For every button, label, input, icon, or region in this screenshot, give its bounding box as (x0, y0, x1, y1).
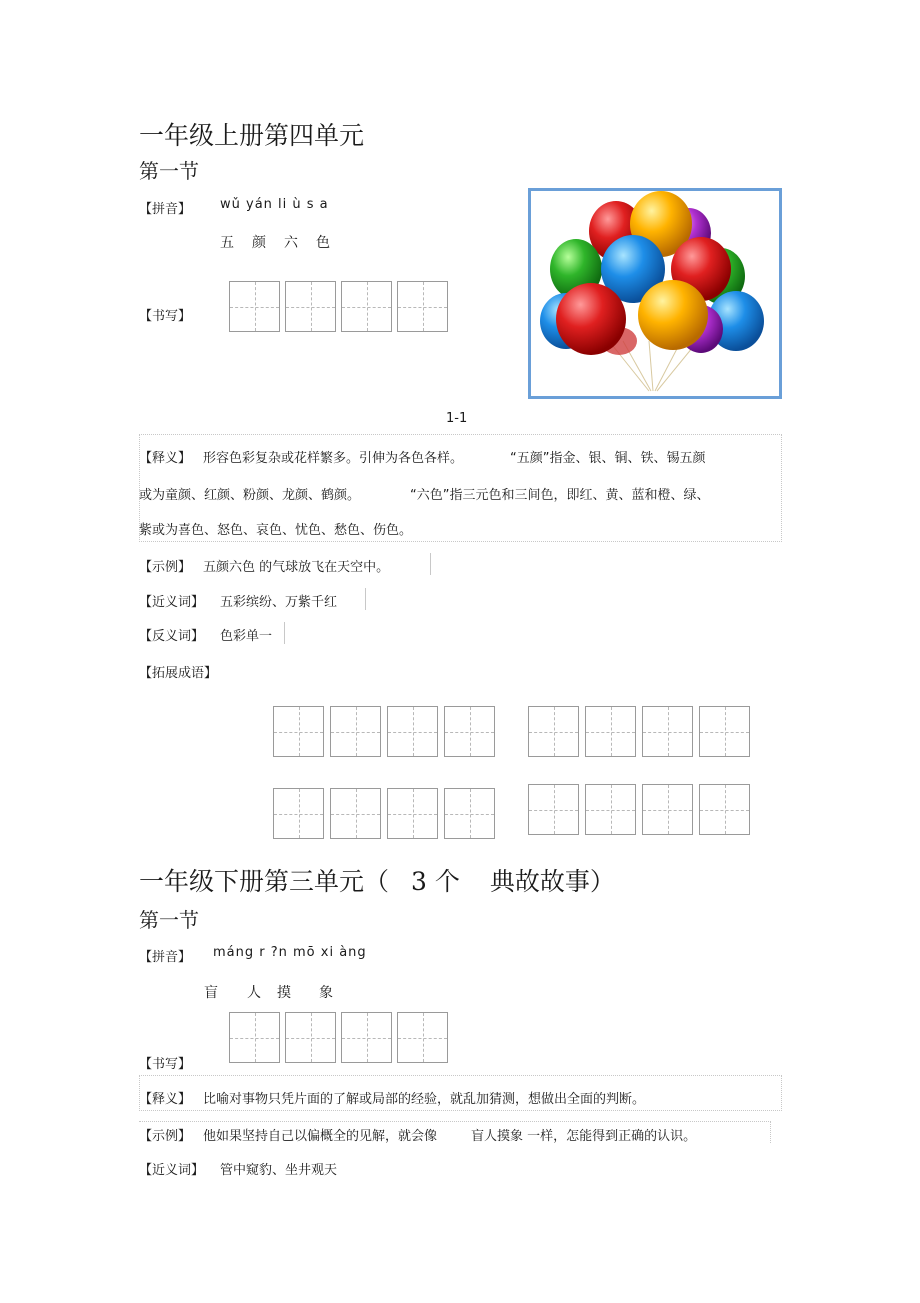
writing-cell[interactable] (397, 281, 448, 332)
meaning-label: 【释义】 (139, 451, 192, 466)
meaning-text: 形容色彩复杂或花样繁多。引伸为各色各样。 (203, 451, 464, 466)
example-label: 【示例】 (139, 1129, 192, 1144)
idiom-char: 人 (247, 985, 261, 1001)
writing-cell[interactable] (229, 281, 280, 332)
writing-cell[interactable] (285, 1012, 336, 1063)
writing-cell[interactable] (585, 706, 636, 757)
extend-grid[interactable] (528, 706, 750, 757)
divider (430, 553, 431, 575)
writing-cell[interactable] (341, 1012, 392, 1063)
section1-subtitle: 第一节 (139, 159, 199, 183)
section2-title (139, 862, 615, 898)
extend-grid[interactable] (273, 788, 495, 839)
writing-cell[interactable] (528, 706, 579, 757)
antonym-text: 色彩单一 (220, 629, 273, 644)
writing-cell[interactable] (330, 706, 381, 757)
example-box (139, 1121, 771, 1143)
meaning-label: 【释义】 (139, 1092, 192, 1107)
writing-cell[interactable] (285, 281, 336, 332)
synonym-label: 【近义词】 (139, 595, 205, 610)
writing-cell[interactable] (387, 706, 438, 757)
meaning-text: 比喻对事物只凭片面的了解或局部的经验，就乱加猜测，想做出全面的判断。 (203, 1092, 646, 1107)
example-text: 五颜六色 的气球放飞在天空中。 (203, 560, 390, 575)
idiom-char: 象 (319, 985, 333, 1001)
meaning-text: “六色”指三元色和三间色，即红、黄、蓝和橙、绿、 (410, 488, 710, 503)
writing-label: 【书写】 (139, 1057, 192, 1072)
meaning-text: “五颜”指金、银、铜、铁、锡五颜 (510, 451, 706, 466)
idiom-characters (204, 982, 339, 1002)
figure-caption: 1-1 (446, 411, 468, 426)
extend-grid[interactable] (528, 784, 750, 835)
writing-cell[interactable] (444, 706, 495, 757)
writing-cell[interactable] (642, 706, 693, 757)
writing-cell[interactable] (444, 788, 495, 839)
idiom-char: 盲 (204, 985, 218, 1001)
writing-cell[interactable] (699, 784, 750, 835)
pinyin-text: máng r ?n mō xi àng (213, 945, 367, 960)
divider (284, 622, 285, 644)
example-text: 他如果坚持自己以偏概全的见解，就会像 (203, 1129, 438, 1144)
section2-title-part: 典故故事） (489, 867, 615, 896)
meaning-text: 或为童颜、红颜、粉颜、龙颜、鹤颜。 (139, 488, 361, 503)
idiom-char: 色 (316, 235, 330, 251)
writing-cell[interactable] (273, 706, 324, 757)
idiom-characters (220, 232, 336, 252)
idiom-char: 五 (220, 235, 234, 251)
example-text: 盲人摸象 一样，怎能得到正确的认识。 (471, 1129, 697, 1144)
section2-title-part: 3 个 (411, 867, 460, 896)
writing-label: 【书写】 (139, 309, 192, 324)
balloons-illustration (531, 191, 779, 396)
antonym-label: 【反义词】 (139, 629, 205, 644)
writing-cell[interactable] (585, 784, 636, 835)
extend-grid[interactable] (273, 706, 495, 757)
pinyin-label: 【拼音】 (139, 202, 192, 217)
divider (365, 588, 366, 610)
section2-subtitle: 第一节 (139, 908, 199, 932)
pinyin-text: wǔ yán li ù s a (220, 197, 329, 212)
writing-cell[interactable] (229, 1012, 280, 1063)
extend-label: 【拓展成语】 (139, 666, 218, 681)
synonym-text: 管中窥豹、坐井观天 (220, 1163, 338, 1178)
writing-cell[interactable] (330, 788, 381, 839)
writing-cell[interactable] (397, 1012, 448, 1063)
example-label: 【示例】 (139, 560, 192, 575)
writing-cell[interactable] (273, 788, 324, 839)
writing-cell[interactable] (341, 281, 392, 332)
idiom-char: 颜 (252, 235, 266, 251)
writing-cell[interactable] (387, 788, 438, 839)
meaning-text: 紫或为喜色、怒色、哀色、忧色、愁色、伤色。 (139, 523, 413, 538)
writing-grid[interactable] (229, 1012, 448, 1063)
balloons-image (528, 188, 782, 399)
section1-title: 一年级上册第四单元 (139, 121, 365, 150)
writing-cell[interactable] (528, 784, 579, 835)
synonym-text: 五彩缤纷、万紫千红 (220, 595, 338, 610)
section2-title-part: 一年级下册第三单元（ (139, 867, 390, 896)
idiom-char: 摸 (277, 985, 291, 1001)
writing-cell[interactable] (642, 784, 693, 835)
writing-cell[interactable] (699, 706, 750, 757)
idiom-char: 六 (284, 235, 298, 251)
synonym-label: 【近义词】 (139, 1163, 205, 1178)
writing-grid[interactable] (229, 281, 448, 332)
pinyin-label: 【拼音】 (139, 950, 192, 965)
